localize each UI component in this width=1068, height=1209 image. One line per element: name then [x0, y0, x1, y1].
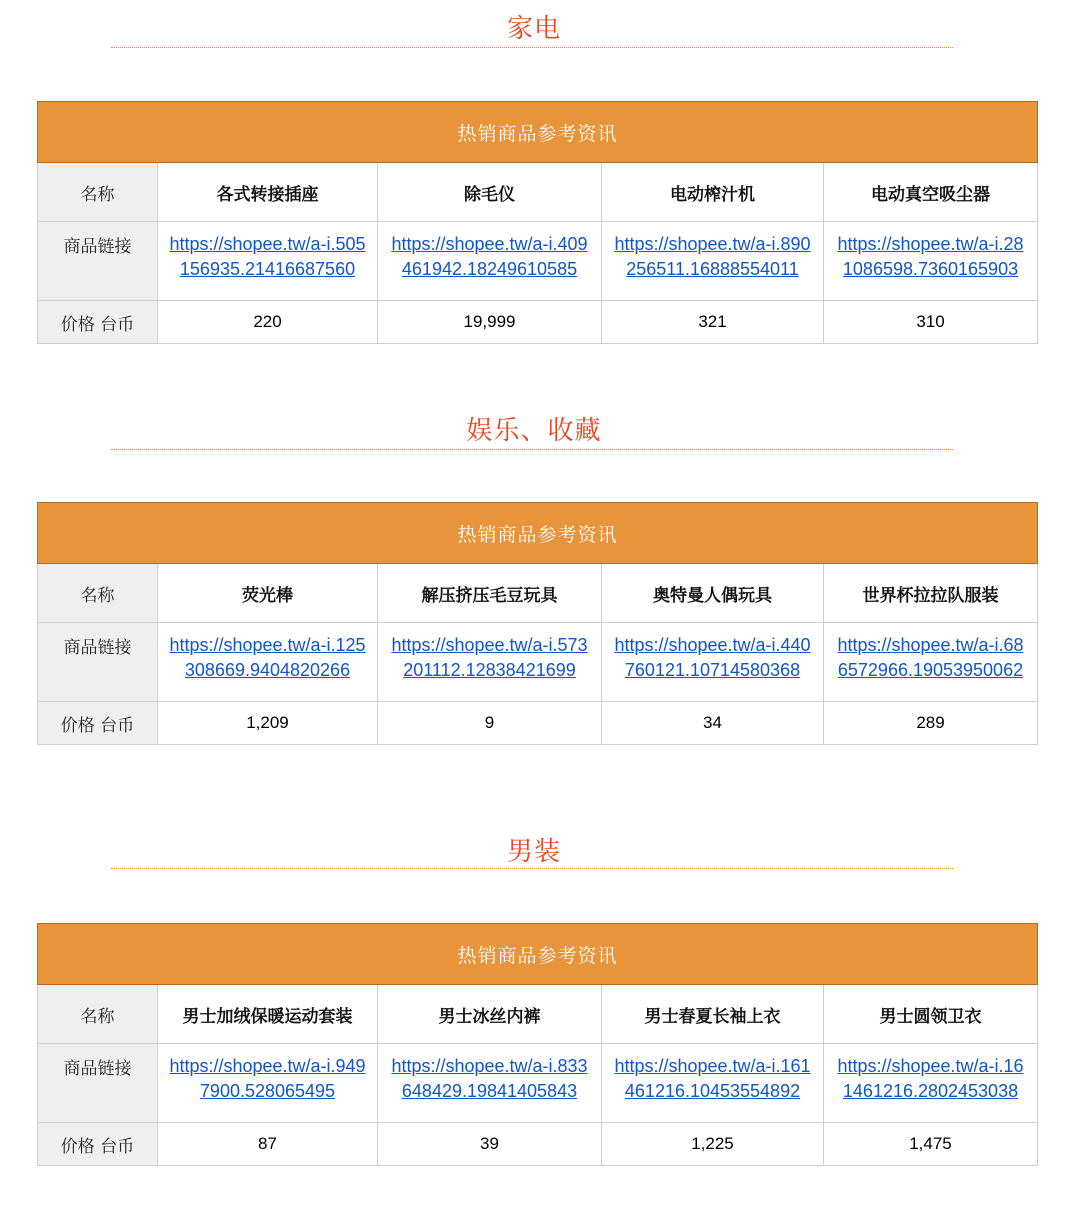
product-link[interactable]: https://shopee.tw/a-i.890256511.16888554011	[614, 234, 811, 279]
product-link-cell	[602, 222, 824, 301]
product-price: 34	[602, 702, 824, 745]
section-title-menswear: 男装	[506, 837, 561, 867]
product-link-cell	[378, 623, 602, 702]
product-name: 男士圆领卫衣	[824, 985, 1038, 1044]
product-price: 39	[378, 1123, 602, 1166]
product-link[interactable]: https://shopee.tw/a-i.9497900.528065495	[169, 1056, 366, 1101]
product-price: 87	[158, 1123, 378, 1166]
name-label: 名称	[38, 163, 158, 222]
product-name: 男士春夏长袖上衣	[602, 985, 824, 1044]
product-name: 男士冰丝内裤	[378, 985, 602, 1044]
section-divider	[111, 449, 953, 450]
table-row	[38, 163, 1038, 222]
product-price: 19,999	[378, 301, 602, 344]
product-link-cell	[158, 623, 378, 702]
product-link[interactable]: https://shopee.tw/a-i.573201112.12838421699	[391, 635, 588, 680]
product-link[interactable]: https://shopee.tw/a-i.281086598.7360165903	[837, 234, 1024, 279]
product-name: 世界杯拉拉队服装	[824, 564, 1038, 623]
product-link[interactable]: https://shopee.tw/a-i.505156935.21416687560	[169, 234, 366, 279]
table-row	[38, 564, 1038, 623]
product-link[interactable]: https://shopee.tw/a-i.440760121.10714580368	[614, 635, 811, 680]
link-label: 商品链接	[38, 1044, 158, 1123]
table-row	[38, 222, 1038, 301]
product-price: 9	[378, 702, 602, 745]
table-row	[38, 985, 1038, 1044]
table-row	[38, 702, 1038, 745]
product-link-cell	[602, 623, 824, 702]
product-link-cell	[824, 222, 1038, 301]
product-name: 荧光棒	[158, 564, 378, 623]
product-price: 1,225	[602, 1123, 824, 1166]
price-label: 价格 台币	[38, 702, 158, 745]
product-link[interactable]: https://shopee.tw/a-i.409461942.18249610585	[391, 234, 588, 279]
product-link-cell	[158, 222, 378, 301]
product-name: 电动榨汁机	[602, 163, 824, 222]
table-row	[38, 1123, 1038, 1166]
table-header: 热销商品参考资讯	[38, 503, 1038, 564]
section-divider	[111, 868, 953, 869]
product-name: 电动真空吸尘器	[824, 163, 1038, 222]
product-name: 各式转接插座	[158, 163, 378, 222]
product-name: 奥特曼人偶玩具	[602, 564, 824, 623]
price-label: 价格 台币	[38, 1123, 158, 1166]
product-link-cell	[158, 1044, 378, 1123]
price-label: 价格 台币	[38, 301, 158, 344]
product-link-cell	[602, 1044, 824, 1123]
product-table-appliances	[37, 101, 1038, 344]
table-row	[38, 301, 1038, 344]
link-label: 商品链接	[38, 623, 158, 702]
product-link-cell	[824, 1044, 1038, 1123]
product-link[interactable]: https://shopee.tw/a-i.833648429.19841405843	[391, 1056, 588, 1101]
product-price: 1,209	[158, 702, 378, 745]
table-row	[38, 623, 1038, 702]
product-name: 解压挤压毛豆玩具	[378, 564, 602, 623]
product-table-menswear	[37, 923, 1038, 1166]
product-link[interactable]: https://shopee.tw/a-i.161461216.10453554892	[614, 1056, 811, 1101]
table-header: 热销商品参考资讯	[38, 924, 1038, 985]
table-row	[38, 1044, 1038, 1123]
product-price: 220	[158, 301, 378, 344]
product-link-cell	[378, 222, 602, 301]
section-title-entertainment: 娱乐、收藏	[466, 416, 602, 446]
product-table-entertainment	[37, 502, 1038, 745]
product-price: 289	[824, 702, 1038, 745]
product-name: 男士加绒保暖运动套装	[158, 985, 378, 1044]
product-link[interactable]: https://shopee.tw/a-i.161461216.2802453038	[837, 1056, 1024, 1101]
name-label: 名称	[38, 985, 158, 1044]
section-divider	[111, 47, 953, 48]
name-label: 名称	[38, 564, 158, 623]
link-label: 商品链接	[38, 222, 158, 301]
product-price: 1,475	[824, 1123, 1038, 1166]
product-price: 310	[824, 301, 1038, 344]
section-title-appliances: 家电	[506, 14, 561, 44]
product-name: 除毛仪	[378, 163, 602, 222]
product-link-cell	[824, 623, 1038, 702]
product-link[interactable]: https://shopee.tw/a-i.686572966.19053950062	[837, 635, 1024, 680]
product-link[interactable]: https://shopee.tw/a-i.125308669.9404820266	[169, 635, 366, 680]
table-header: 热销商品参考资讯	[38, 102, 1038, 163]
product-price: 321	[602, 301, 824, 344]
product-link-cell	[378, 1044, 602, 1123]
